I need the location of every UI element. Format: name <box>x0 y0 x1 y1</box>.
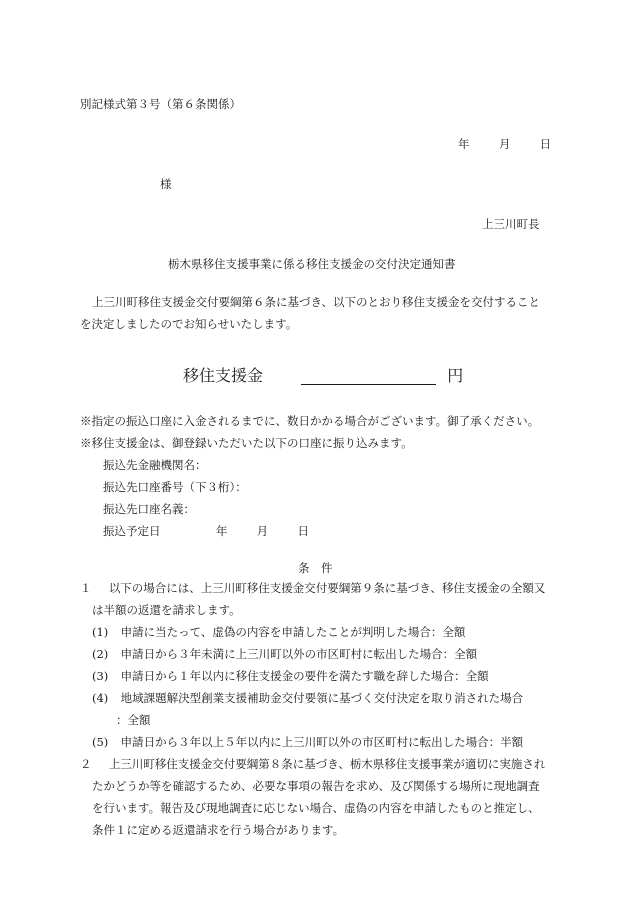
date-year: 年 <box>458 137 470 151</box>
bank-institution: 振込先金融機関名： <box>103 458 207 472</box>
conditions-heading: 条 件 <box>298 561 333 575</box>
condition-2-line-3: を行います。報告及び現地調査に応じない場合、虚偽の内容を申請したものと推定し、 <box>92 801 540 815</box>
condition-item-5: (5) 申請日から３年以上５年以内に上三川町以外の市区町村に転出した場合：半額 <box>92 735 524 749</box>
recipient-suffix: 様 <box>160 177 172 191</box>
amount-row <box>183 366 463 385</box>
bank-branch: 振込先口座番号（下３桁）： <box>103 480 247 494</box>
body-line-1: 上三川町移住支援金交付要綱第６条に基づき、以下のとおり移住支援金を交付すること <box>92 295 541 309</box>
note-1: ※指定の振込口座に入金されるまでに、数日かかる場合がございます。御了承ください。 <box>80 414 540 428</box>
bank-schedule <box>103 525 309 539</box>
document-title: 栃木県移住支援事業に係る移住支援金の交付決定通知書 <box>168 257 456 271</box>
condition-1-number: １ <box>80 581 92 595</box>
amount-unit: 円 <box>447 366 464 385</box>
condition-2-line-1: ２ 上三川町移住支援金交付要綱第８条に基づき、栃木県移住支援事業が適切に実施され <box>80 757 546 771</box>
condition-2-number: ２ <box>80 757 92 771</box>
schedule-label: 振込予定日 <box>103 524 161 538</box>
schedule-month: 月 <box>256 524 269 538</box>
amount-blank <box>301 370 436 385</box>
condition-2-line-4: 条件１に定める返還請求を行う場合があります。 <box>92 823 345 837</box>
note-2: ※移住支援金は、御登録いただいた以下の口座に振り込みます。 <box>80 436 413 450</box>
date-day: 日 <box>539 137 552 151</box>
bank-holder: 振込先口座名義： <box>103 502 195 516</box>
schedule-year: 年 <box>215 524 228 538</box>
condition-item-4: (4) 地域課題解決型創業支援補助金交付要領に基づく交付決定を取り消された場合 <box>92 691 524 705</box>
schedule-day: 日 <box>297 524 309 538</box>
condition-item-3: (3) 申請日から１年以内に移住支援金の要件を満たす職を辞した場合：全額 <box>92 669 489 683</box>
condition-2-line-2: たかどうか等を確認するため、必要な事項の報告を求め、及び関係する場所に現地調査 <box>92 779 540 793</box>
date-line <box>458 138 551 152</box>
condition-item-2: (2) 申請日から３年未満に上三川町以外の市区町村に転出した場合：全額 <box>92 647 478 661</box>
form-label: 別記様式第３号（第６条関係） <box>80 97 241 111</box>
date-month: 月 <box>498 137 511 151</box>
condition-1-line-1: １ 以下の場合には、上三川町移住支援金交付要綱第９条に基づき、移住支援金の全額又 <box>80 581 546 595</box>
condition-item-4-cont: ：全額 <box>116 713 151 727</box>
condition-item-1: (1) 申請に当たって、虚偽の内容を申請したことが判明した場合：全額 <box>92 625 466 639</box>
issuer: 上三川町長 <box>482 217 540 231</box>
condition-1-line-2: は半額の返還を請求します。 <box>92 603 241 617</box>
amount-label: 移住支援金 <box>183 366 264 385</box>
body-line-2: を決定しましたのでお知らせいたします。 <box>80 317 298 331</box>
